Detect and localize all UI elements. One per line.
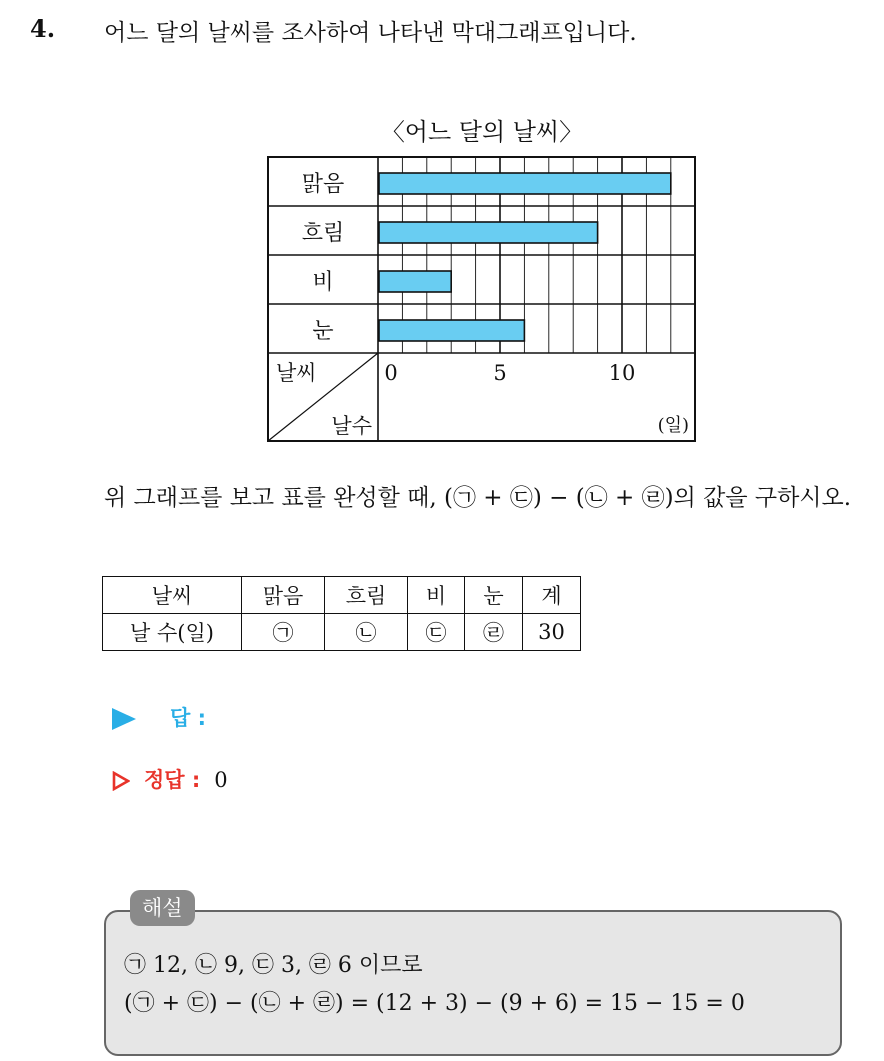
bar-비 <box>379 271 451 292</box>
chart-title: 〈어느 달의 날씨〉 <box>380 118 584 146</box>
table-header-cell: 비 <box>408 577 465 614</box>
header-top-label: 날씨 <box>276 361 317 385</box>
category-label: 흐림 <box>301 221 345 246</box>
table-cell: 날 수(일) <box>103 614 242 651</box>
bar-chart <box>266 155 698 445</box>
bar-맑음 <box>379 173 671 194</box>
table-header-cell: 맑음 <box>242 577 325 614</box>
category-label: 눈 <box>312 319 334 344</box>
correct-value: 0 <box>214 768 228 792</box>
x-tick-label: 10 <box>608 361 636 385</box>
outline-arrow-icon <box>112 771 130 791</box>
table-row <box>103 614 581 651</box>
chart-grid <box>268 157 695 441</box>
explanation-tag: 해설 <box>130 890 195 926</box>
unit-label: (일) <box>657 415 689 436</box>
table-header-cell: 날씨 <box>103 577 242 614</box>
answer-row <box>112 702 206 732</box>
explanation-line-1: ㉠ 12, ㉡ 9, ㉢ 3, ㉣ 6 이므로 <box>124 953 423 978</box>
chart-bars <box>379 173 671 341</box>
question-number: 4. <box>30 14 56 43</box>
table-cell: ㉢ <box>408 614 465 651</box>
question-text: 어느 달의 날씨를 조사하여 나타낸 막대그래프입니다. <box>104 20 637 46</box>
table-header-cell: 흐림 <box>325 577 408 614</box>
table-cell: ㉡ <box>325 614 408 651</box>
chart-labels <box>276 172 689 438</box>
table-header-row <box>103 577 581 614</box>
chart-border <box>268 157 695 441</box>
explanation-box <box>104 910 842 1056</box>
bar-눈 <box>379 320 524 341</box>
header-bottom-label: 날수 <box>331 414 372 438</box>
x-tick-label: 5 <box>493 361 507 385</box>
correct-label: 정답 : <box>144 768 201 792</box>
problem-condition: 위 그래프를 보고 표를 완성할 때, (㉠ + ㉢) − (㉡ + ㉣)의 값을 구하시오. <box>104 485 852 511</box>
explanation-line-2: (㉠ + ㉢) − (㉡ + ㉣) = (12 + 3) − (9 + 6) = 15 − 15 = 0 <box>124 991 745 1016</box>
category-label: 비 <box>312 270 334 295</box>
table-cell: ㉠ <box>242 614 325 651</box>
table-cell: ㉣ <box>465 614 523 651</box>
category-label: 맑음 <box>301 172 345 197</box>
table-header-cell: 눈 <box>465 577 523 614</box>
x-tick-label: 0 <box>384 361 398 385</box>
bar-흐림 <box>379 222 598 243</box>
value-table <box>102 576 581 651</box>
correct-answer-row <box>112 764 228 794</box>
table-cell: 30 <box>523 614 581 651</box>
table-header-cell: 계 <box>523 577 581 614</box>
play-arrow-icon <box>112 708 136 730</box>
answer-label: 답 : <box>170 706 206 730</box>
